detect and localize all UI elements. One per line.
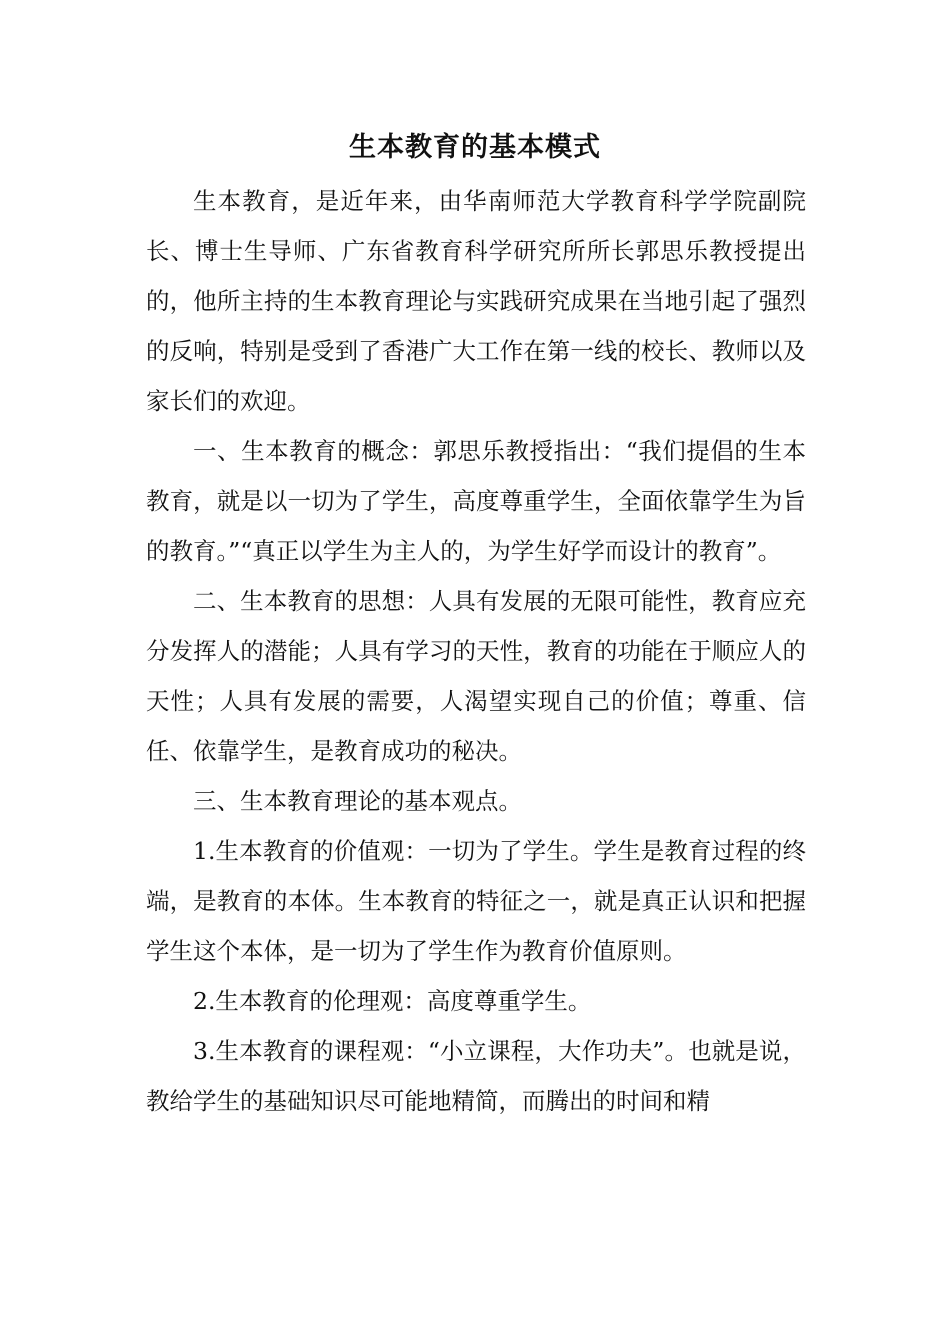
paragraph-ethics-view: 2.生本教育的伦理观：高度尊重学生。 xyxy=(193,987,592,1015)
paragraph-curriculum-view: 3.生本教育的课程观：“小立课程，大作功夫”。也就是说，教给学生的基础知识尽可能地精简，而腾出的时间和精 xyxy=(146,1037,806,1115)
paragraph-thought: 二、生本教育的思想：人具有发展的无限可能性，教育应充分发挥人的潜能；人具有学习的天性，教育的功能在于顺应人的天性；人具有发展的需要，人渴望实现自己的价值；尊重、信任、依靠学生，是教育成功的秘决。 xyxy=(146,587,806,765)
paragraph-intro: 生本教育，是近年来，由华南师范大学教育科学学院副院长、博士生导师、广东省教育科学研究所所长郭思乐教授提出的，他所主持的生本教育理论与实践研究成果在当地引起了强烈的反响，特别是受到了香港广大工作在第一线的校长、教师以及家长们的欢迎。 xyxy=(146,187,806,415)
paragraph-section-three: 三、生本教育理论的基本观点。 xyxy=(193,787,522,815)
document-title: 生本教育的基本模式 xyxy=(349,132,601,163)
document-body xyxy=(146,176,806,1126)
paragraph-value-view: 1.生本教育的价值观：一切为了学生。学生是教育过程的终端，是教育的本体。生本教育的特征之一，就是真正认识和把握学生这个本体，是一切为了学生作为教育价值原则。 xyxy=(146,837,806,965)
paragraph-concept: 一、生本教育的概念：郭思乐教授指出：“我们提倡的生本教育，就是以一切为了学生，高度尊重学生，全面依靠学生为旨的教育。”“真正以学生为主人的，为学生好学而设计的教育”。 xyxy=(146,437,806,565)
